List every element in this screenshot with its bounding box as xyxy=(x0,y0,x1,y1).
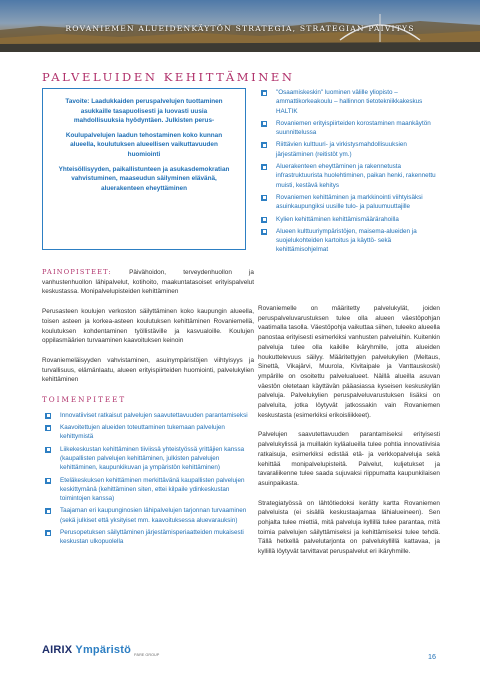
page-number: 16 xyxy=(428,652,436,661)
right-column-text xyxy=(258,304,440,567)
list-item-text: Aluerakenteen eheyttäminen ja rakennetusta infrastruktuurista huolehtiminen, paikan henki, rakennettu muisti, kestävä kehitys xyxy=(276,163,436,189)
square-bullet-icon xyxy=(261,121,267,127)
page-title: PALVELUIDEN KEHITTÄMINEN xyxy=(42,70,295,84)
square-bullet-icon xyxy=(45,530,51,536)
actions-list-continued xyxy=(258,88,438,255)
body-paragraph: Palvelujen saavutettavuuden parantamiseksi erityisesti palvelukylissä ja muillakin kyläalueilla tulee pohtia innovatiivisia ratkaisuja, esimerkiksi edistää etä- ja verkkopalveluja sekä kehittää monipalvelupisteitä. Palvelut, kuljetukset ja tavaraliikenne tulee saada sujuvaksi riippumatta kaupunkilaisen asuinpaikasta. xyxy=(258,431,440,487)
square-bullet-icon xyxy=(45,508,51,514)
list-item-text: Riittävien kulttuuri- ja virkistysmahdollisuuksien järjestäminen (reitistöt ym.) xyxy=(276,141,407,158)
goal-box xyxy=(42,88,246,250)
square-bullet-icon xyxy=(45,413,51,419)
brand-prefix: AIRIX xyxy=(42,644,73,656)
brand-subtitle: PÄRE GROUP xyxy=(134,653,160,657)
square-bullet-icon xyxy=(261,142,267,148)
left-column xyxy=(42,268,254,550)
list-item-text: "Osaamiskeskin" luominen välille yliopisto – ammattikorkeakoulu – hallinnon tietotekniikkakeskus HALTIK xyxy=(276,89,423,115)
list-item xyxy=(42,423,254,442)
goal-paragraph: Yhteisöllisyyden, paikallistunteen ja asukasdemokratian vahvistuminen, maaseudun säilyminen elävänä, aluerakenteen eheyttäminen xyxy=(58,165,230,192)
list-item-text: Liikekeskustan kehittäminen tiiviissä yhteistyössä yrittäjien kanssa (kaupallisten palvelujen kehittäminen, julkisten palvelujen kehittäminen, kaupunkikuvan ja ympäristön kehittäminen) xyxy=(60,445,245,472)
list-item-text: Innovatiiviset ratkaisut palvelujen saavutettavuuden parantamiseksi xyxy=(60,411,248,419)
goal-paragraph: Tavoite: Laadukkaiden peruspalvelujen tuottaminen asukkaille tasapuolisesti ja luovasti uusia mahdollisuuksia hyödyntäen. Julkisten perus- xyxy=(65,98,223,125)
airix-logo-icon xyxy=(42,644,159,657)
list-item xyxy=(258,215,438,224)
list-item xyxy=(42,528,254,547)
square-bullet-icon xyxy=(261,217,267,223)
square-bullet-icon xyxy=(261,195,267,201)
list-item xyxy=(258,227,438,255)
focus-text: Päivähoidon, terveydenhuollon ja vanhustenhuollon lähipalvelut, kotihoito, maakuntatasoiset erityispalvelut keskustassa. Monipalvelupisteiden kehittäminen xyxy=(42,269,254,296)
body-paragraph: Strategiatyössä on lähtötiedoksi kerätty kartta Rovaniemen palveluista (ei sisällä keskustaajamaa lähialueineen). Sen pohjalta tulee miettiä, mitä palveluja kyllillä tulee parantaa, mitä toimia palvelujen säilyttämiseksi ja kehittämiseksi tulee tehdä. Tällä hetkellä palvelutarjonta on palvelukyllillä kattavaa, ja kyllillä löytyvät tarvittavat peruspalvelut eri ikäryhmille. xyxy=(258,499,440,556)
actions-list xyxy=(42,411,254,547)
list-item-text: Rovaniemen kehittäminen ja markkinointi viihtyisäksi asuinkaupungiksi uusille tulo- ja paluumuuttajille xyxy=(276,193,423,211)
list-item-text: Kaavoitettujen alueiden toteuttaminen tukemaan palvelujen kehittymistä xyxy=(60,424,225,441)
body-paragraph: Perusasteen koulujen verkoston säilyttäminen koko kaupungin alueella, toisen asteen ja korkea-asteen koulutuksen kehittäminen Rovaniemellä, koulutuksen kohdentaminen työllistäville ja kasvualoille. Koulujen oppilasmäärien turvaaminen kaavoituksen keinoin xyxy=(42,308,254,345)
focus-label: PAINOPISTEET: xyxy=(42,268,112,276)
list-item xyxy=(258,119,438,138)
right-column-bullets xyxy=(258,88,438,258)
list-item xyxy=(42,476,254,504)
square-bullet-icon xyxy=(261,229,267,235)
body-paragraph: Rovaniemeläisyyden vahvistaminen, asuinympäristöjen viihtyisyys ja turvallisuus, elämänlaatu, alueen erityispiirteiden huomiointi, palvelukylien kehittäminen xyxy=(42,356,254,384)
square-bullet-icon xyxy=(261,164,267,170)
list-item-text: Taajaman eri kaupunginosien lähipalvelujen tarjonnan turvaaminen (sekä julkiset että yksityiset mm. kaavoituksessa aluevarauksin) xyxy=(60,507,247,524)
list-item xyxy=(42,411,254,420)
list-item xyxy=(258,162,438,190)
list-item xyxy=(258,88,438,116)
list-item xyxy=(42,445,254,473)
square-bullet-icon xyxy=(45,478,51,484)
goal-paragraph: Koulupalvelujen laadun tehostaminen koko kunnan alueella, koulutuksen alueellisen vaikuttavuuden huomiointi xyxy=(65,131,223,158)
header-banner xyxy=(0,0,480,52)
square-bullet-icon xyxy=(45,425,51,431)
actions-title: TOIMENPITEET xyxy=(42,395,127,405)
square-bullet-icon xyxy=(45,447,51,453)
list-item-text: Kylien kehittäminen kehittämismäärärahoilla xyxy=(276,215,399,223)
body-paragraph: Rovaniemelle on määritetty palvelukylät, joiden peruspalveluvarustuksen tulee olla alueen väestöpohjan vaatimalla tasolla. Väestöpohja vaikuttaa siihen, tuleeko alueella panostaa erityisesti esimerkiksi vanhusten palveluihin. Kuitenkin palveluja tulee olla kaikille ikäryhmille, jotta alueiden houkuttelevuus säilyy. Määritettyjen palvelukylien (Meltaus, Sinettä, Vikajärvi, Muurola, Kivitaipale ja Vanttauskoski) ympärille on osoitettu palvelualueet. Näillä alueilla asuvan väestön oletetaan käyttävän pääasiassa kyseisen keskuskylän palveluja. Palvelukylien peruspalveluvarustuksen lisäksi on palveluita, jotka löytyvät jatkossakin vain Rovaniemen keskustasta (esimerkiksi erikoisliikkeet). xyxy=(258,305,440,419)
square-bullet-icon xyxy=(261,90,267,96)
list-item xyxy=(258,140,438,159)
focus-paragraph xyxy=(42,268,254,297)
list-item xyxy=(42,506,254,525)
list-item-text: Eteläkeskuksen kehittäminen merkittävänä kaupallisten palvelujen keskittymänä (kehittäminen siten, ettei kilpaile ydinkeskustan toimintojen kanssa) xyxy=(60,476,245,503)
list-item-text: Alueen kulttuuriympäristöjen, maisema-alueiden ja suojelukohteiden kartoitus ja käyttö- sekä kehittämisohjelmat xyxy=(276,227,417,254)
list-item xyxy=(258,193,438,212)
list-item-text: Perusopetuksen säilyttäminen järjestämisperiaatteiden mukaisesti keskustan ulkopuolella xyxy=(60,529,244,546)
brand-suffix: Ympäristö xyxy=(72,644,131,656)
list-item-text: Rovaniemen erityispiirteiden korostaminen maankäytön suunnittelussa xyxy=(276,119,431,137)
banner-title: ROVANIEMEN ALUEIDENKÄYTÖN STRATEGIA, STRATEGIAN PÄIVITYS xyxy=(65,24,415,33)
